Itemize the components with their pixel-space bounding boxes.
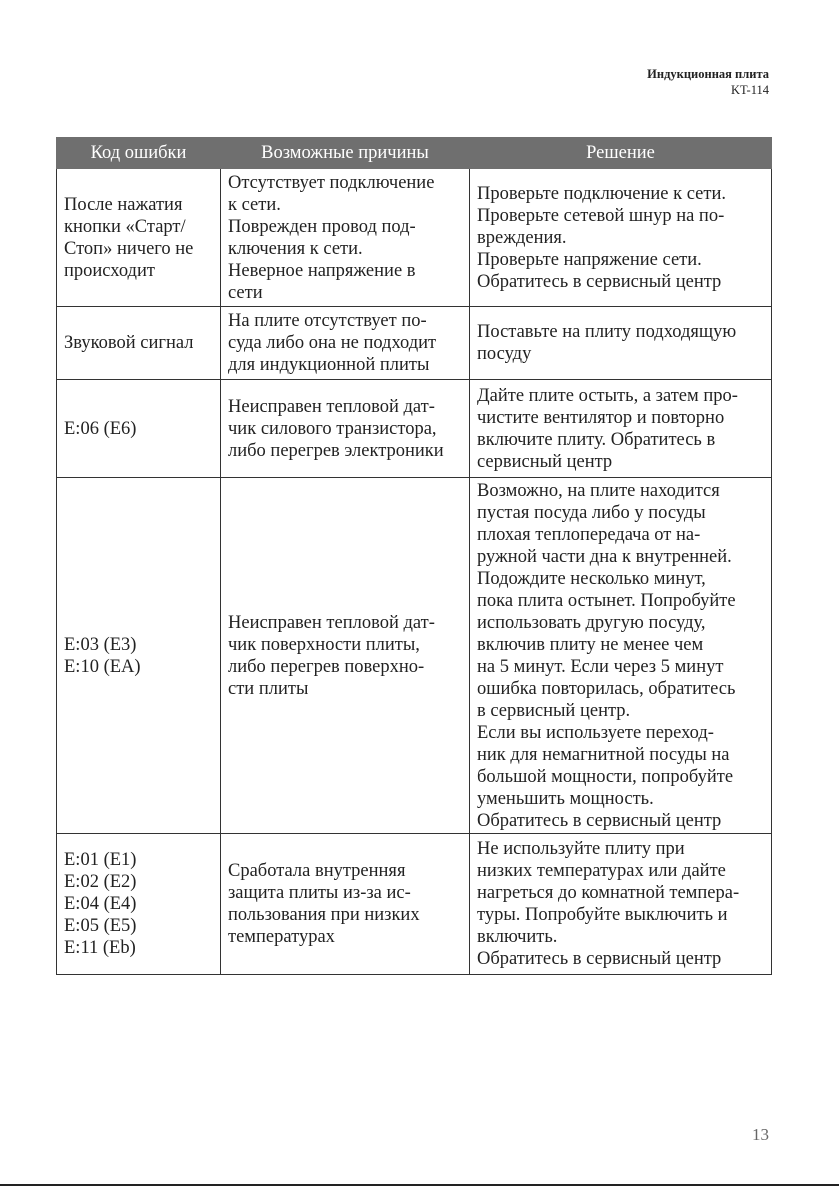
troubleshooting-table: [56, 137, 772, 975]
cause-cell: На плите отсутствует по- суда либо она не подходит для индукционной плиты: [221, 307, 470, 380]
table-row: [57, 834, 772, 975]
error-code-cell: E:06 (E6): [57, 380, 221, 478]
table-row: [57, 380, 772, 478]
solution-cell: Проверьте подключение к сети. Проверьте сетевой шнур на по- вреждения. Проверьте напряжение сети. Обратитесь в сервисный центр: [470, 169, 772, 307]
page-header: [647, 66, 769, 98]
column-header-solution: Решение: [470, 138, 772, 169]
table-row: [57, 307, 772, 380]
solution-cell: Поставьте на плиту подходящую посуду: [470, 307, 772, 380]
solution-cell: Не используйте плиту при низких температурах или дайте нагреться до комнатной темпера- туры. Попробуйте выключить и включить. Обратитесь в сервисный центр: [470, 834, 772, 975]
error-code-cell: Звуковой сигнал: [57, 307, 221, 380]
cause-cell: Неисправен тепловой дат- чик силового транзистора, либо перегрев электроники: [221, 380, 470, 478]
table-row: [57, 169, 772, 307]
solution-cell: Возможно, на плите находится пустая посуда либо у посуды плохая теплопередача от на- ружной части дна к внутренней. Подождите несколько минут, пока плита остынет. Попробуйте использовать другую посуду, включив плиту не менее чем на 5 минут. Если через 5 минут ошибка повторилась, обратитесь в сервисный центр. Если вы используете переход- ник для немагнитной посуды на большой мощности, попробуйте уменьшить мощность. Обратитесь в сервисный центр: [470, 478, 772, 834]
error-code-cell: E:03 (E3) E:10 (EA): [57, 478, 221, 834]
model-number: KT-114: [731, 83, 769, 97]
error-code-cell: E:01 (E1) E:02 (E2) E:04 (E4) E:05 (E5) E:11 (Eb): [57, 834, 221, 975]
column-header-causes: Возможные причины: [221, 138, 470, 169]
page-number: 13: [752, 1125, 769, 1144]
cause-cell: Отсутствует подключение к сети. Поврежден провод под- ключения к сети. Неверное напряжение в сети: [221, 169, 470, 307]
table-header-row: [57, 138, 772, 169]
bottom-divider: [0, 1184, 839, 1186]
column-header-code: Код ошибки: [57, 138, 221, 169]
product-name: Индукционная плита: [647, 67, 769, 81]
solution-cell: Дайте плите остыть, а затем про- чистите вентилятор и повторно включите плиту. Обратитесь в сервисный центр: [470, 380, 772, 478]
cause-cell: Сработала внутренняя защита плиты из-за ис- пользования при низких температурах: [221, 834, 470, 975]
cause-cell: Неисправен тепловой дат- чик поверхности плиты, либо перегрев поверхно- сти плиты: [221, 478, 470, 834]
error-code-cell: После нажатия кнопки «Старт/ Стоп» ничего не происходит: [57, 169, 221, 307]
table-row: [57, 478, 772, 834]
